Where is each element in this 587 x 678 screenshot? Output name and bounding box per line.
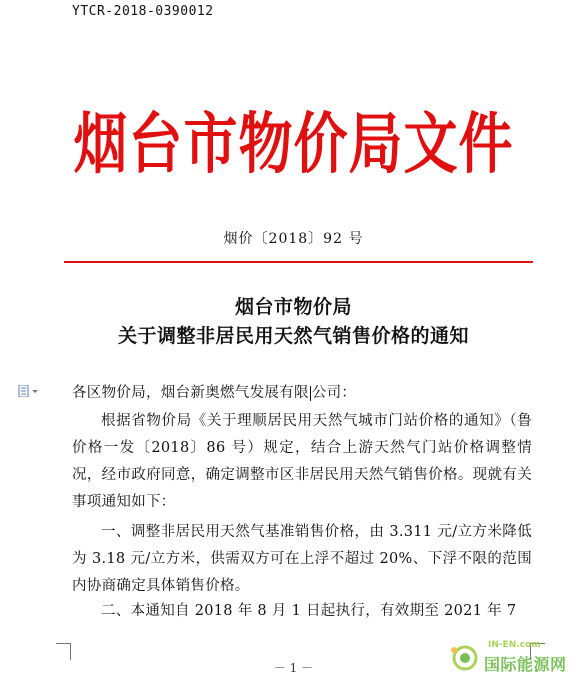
text-cursor bbox=[310, 386, 311, 401]
body-paragraph-2 bbox=[72, 519, 532, 600]
page-number: － 1 － bbox=[273, 661, 314, 675]
watermark-site: IN-EN.com bbox=[488, 640, 541, 650]
paragraph-2-text: 一、调整非居民用天然气基准销售价格，由 3.311 元/立方米降低为 3.18 元/立方米，供需双方可在上浮不超过 20%、下浮不限的范围内协商确定具体销售价格。 bbox=[72, 524, 532, 594]
document-header-title: 烟台市物价局文件 bbox=[73, 104, 514, 183]
watermark-logo-icon bbox=[448, 642, 482, 674]
paragraph-3-text: 二、本通知自 2018 年 8 月 1 日起执行，有效期至 2021 年 7 bbox=[101, 603, 517, 619]
page-corner-mark-left bbox=[56, 643, 71, 660]
watermark bbox=[448, 640, 587, 678]
document-code: YTCR-2018-0390012 bbox=[72, 4, 214, 19]
red-divider-line bbox=[64, 261, 533, 263]
body-paragraph-1 bbox=[72, 408, 532, 516]
paragraph-1-text: 根据省物价局《关于理顺居民用天然气城市门站价格的通知》（鲁价格一发〔2018〕86 号）规定，结合上游天然气门站价格调整情况，经市政府同意，确定调整市区非居民用天然气销售价格。现就有关事项通知如下： bbox=[72, 413, 532, 510]
notice-title-line-1: 烟台市物价局 bbox=[234, 296, 352, 318]
watermark-name: 国际能源网 bbox=[484, 655, 567, 674]
salutation-text-2: 公司： bbox=[311, 385, 357, 401]
salutation bbox=[72, 383, 532, 403]
notice-title-line-2: 关于调整非居民用天然气销售价格的通知 bbox=[117, 325, 469, 347]
document-number: 烟价〔2018〕92 号 bbox=[223, 231, 364, 247]
salutation-text-1: 各区物价局，烟台新奥燃气发展有限 bbox=[72, 385, 309, 401]
document-navigation-icon[interactable] bbox=[18, 382, 42, 394]
body-paragraph-3 bbox=[72, 601, 532, 621]
